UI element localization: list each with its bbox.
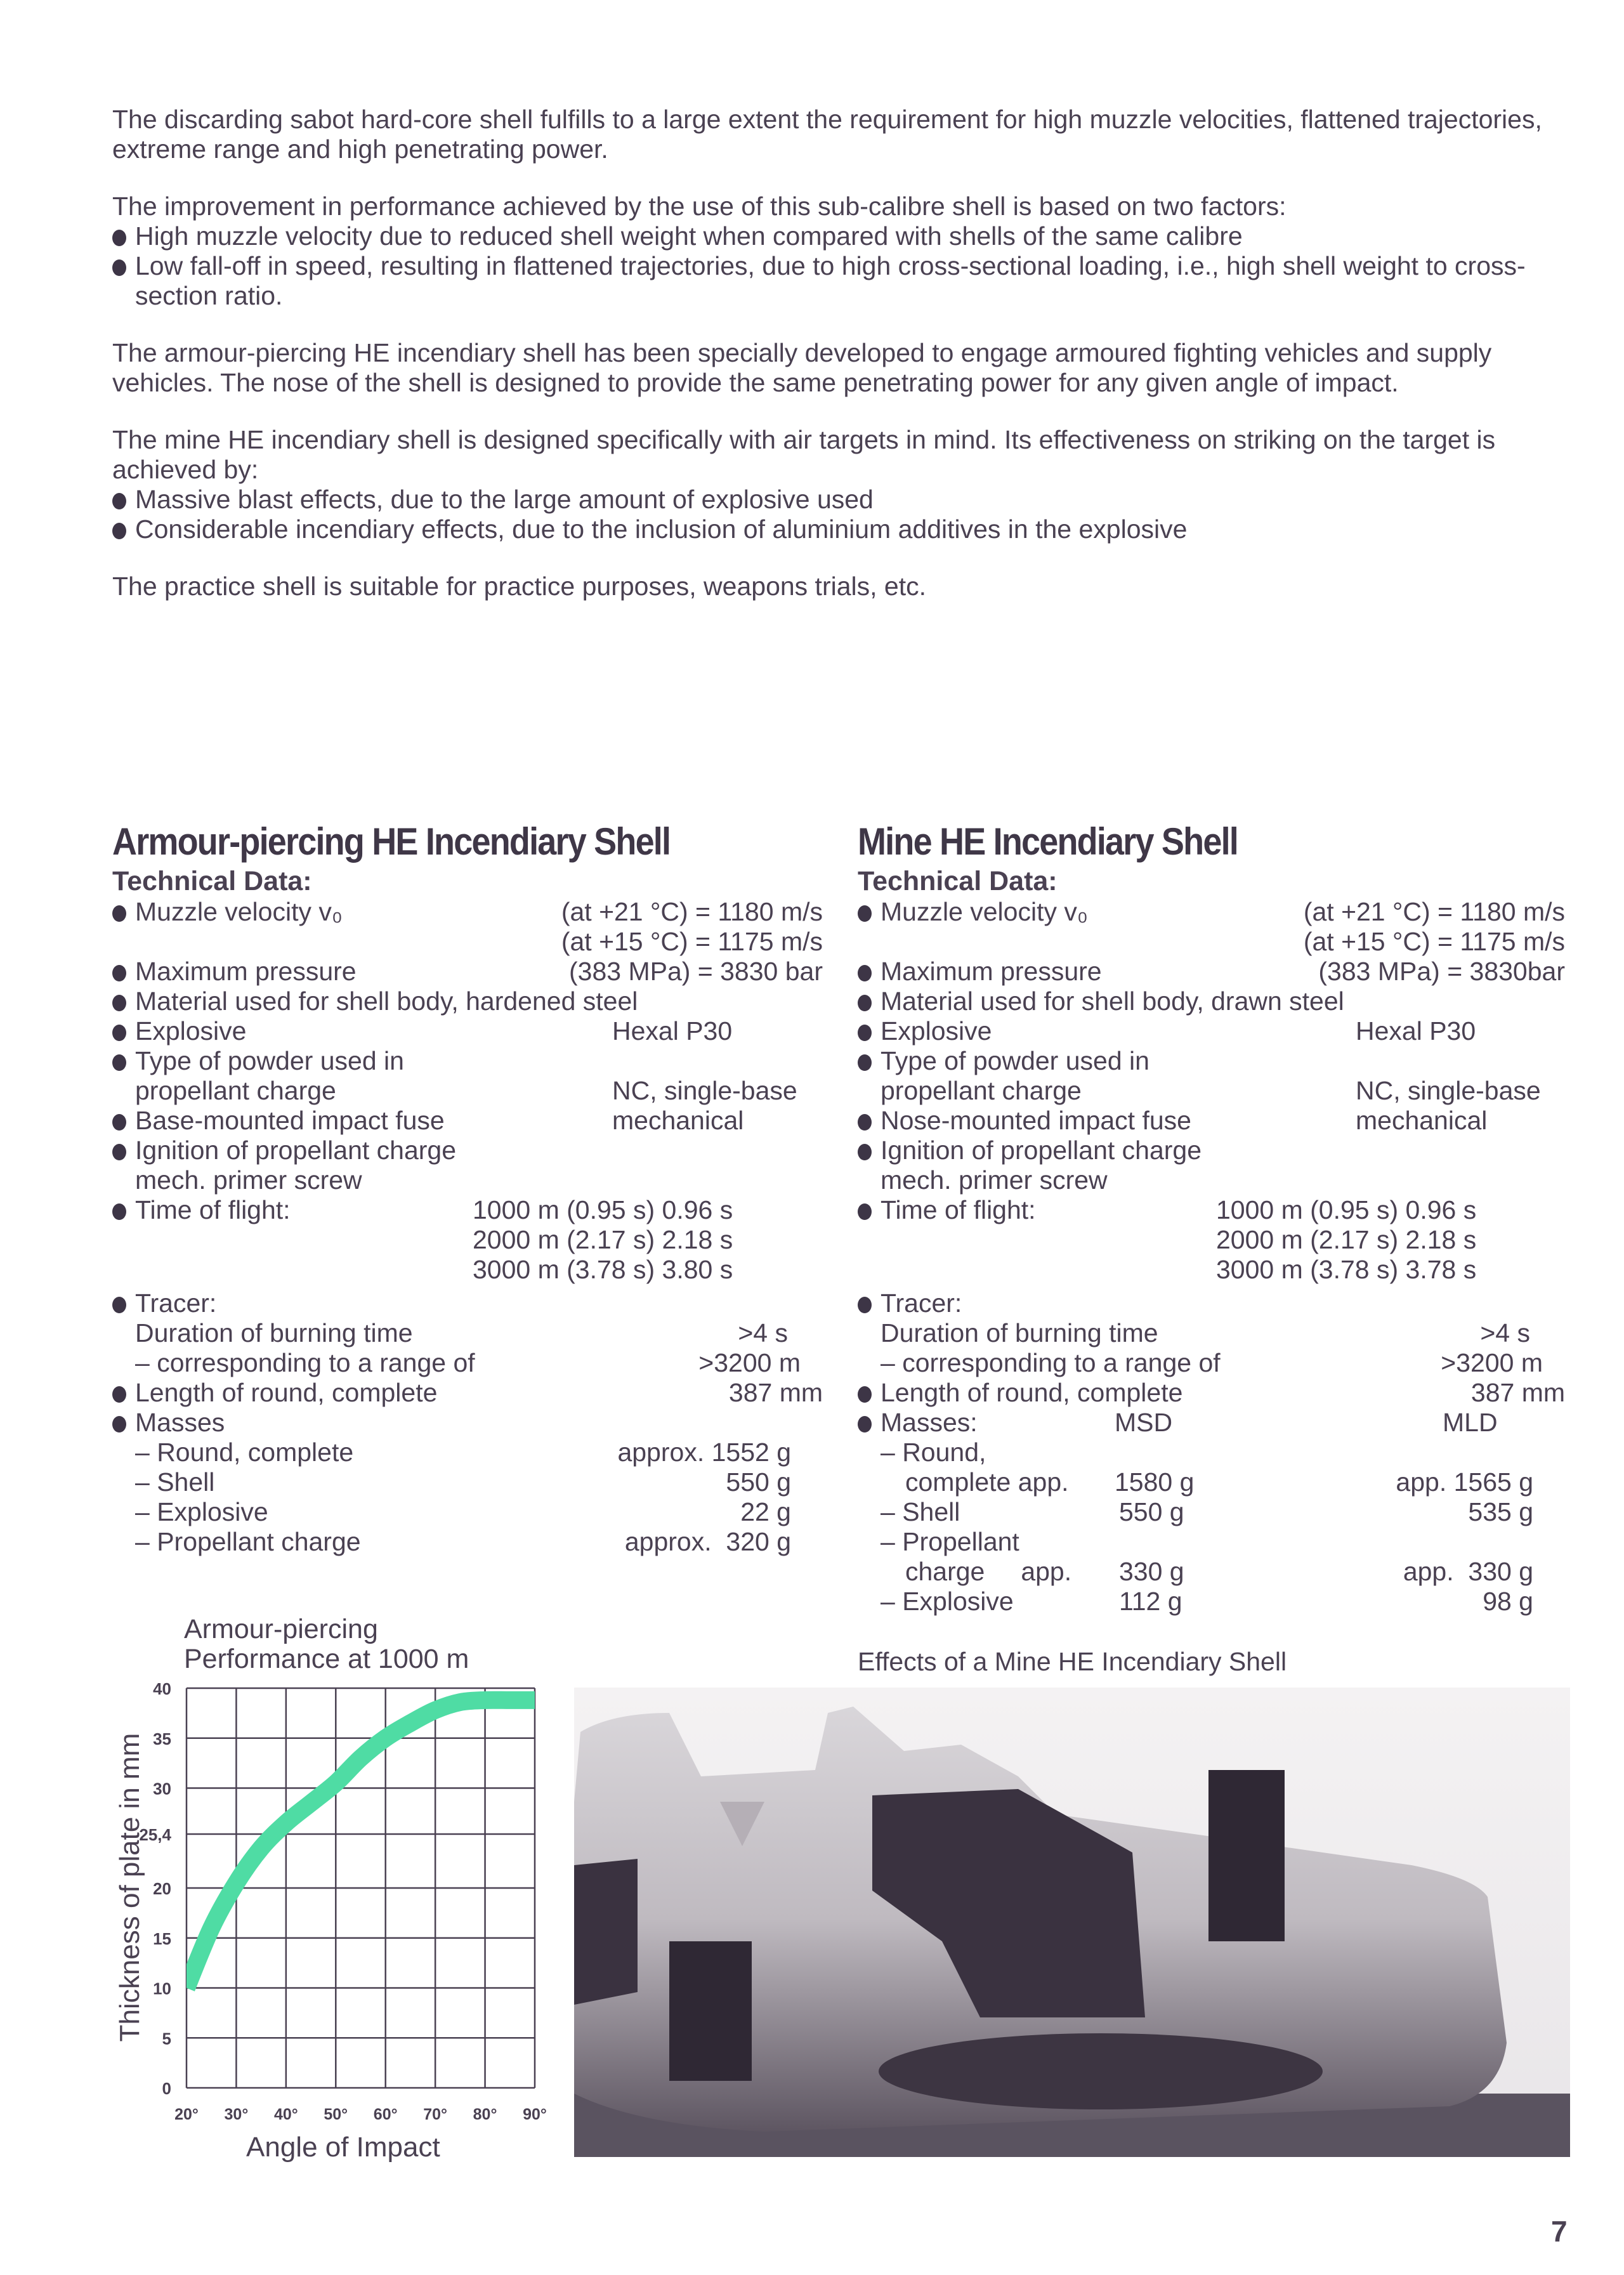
bullet-icon — [858, 905, 872, 922]
intro-paragraph-2 — [112, 192, 1571, 311]
bullet-icon — [858, 1203, 872, 1220]
ap-shell-title: Armour-piercing HE Incendiary Shell — [112, 820, 671, 863]
bullet-icon — [858, 995, 872, 1011]
chart-title — [184, 1615, 469, 1674]
spec-row: Maximum pressure (383 MPa) = 3830 bar — [112, 957, 823, 987]
bullet-icon — [858, 1386, 872, 1403]
penetration-curve — [187, 1700, 535, 1988]
spec-row: Masses: MSD MLD — [858, 1408, 1565, 1438]
bullet-item: High muzzle velocity due to reduced shell weight when compared with shells of the same calibre — [112, 221, 1571, 251]
y-tick-labels — [139, 1679, 171, 2098]
ap-tech-data-heading: Technical Data: — [112, 866, 312, 896]
damaged-aircraft-photo — [574, 1688, 1570, 2157]
spec-row: Type of powder used in — [858, 1046, 1565, 1076]
spec-row: Material used for shell body, hardened steel — [112, 987, 823, 1016]
intro-paragraph-4 — [112, 425, 1571, 544]
y-tick-label: 20 — [153, 1879, 171, 1898]
spec-row: – corresponding to a range of >3200 m — [881, 1348, 1543, 1377]
mld-column-header: MLD — [1443, 1408, 1498, 1437]
photo-caption: Effects of a Mine HE Incendiary Shell — [858, 1647, 1287, 1676]
penetration-chart — [95, 1675, 552, 2132]
x-tick-label: 20° — [174, 2106, 199, 2123]
bullet-icon — [112, 523, 126, 539]
x-tick-label: 50° — [324, 2106, 348, 2123]
y-tick-label: 15 — [153, 1929, 171, 1948]
spec-row: 3000 m (3.78 s) 3.78 s — [1216, 1255, 1477, 1284]
bullet-icon — [858, 1297, 872, 1313]
x-axis-title: Angle of Impact — [246, 2132, 440, 2163]
mass-row: – Round, complete approx. 1552 g — [135, 1438, 791, 1467]
msd-column-header: MSD — [1115, 1408, 1173, 1437]
spec-row: Nose-mounted impact fuse mechanical — [858, 1106, 1565, 1136]
x-tick-label: 70° — [423, 2106, 448, 2123]
x-tick-labels — [174, 2106, 547, 2123]
spec-row: Duration of burning time >4 s — [135, 1318, 788, 1347]
y-tick-label: 0 — [162, 2079, 171, 2098]
x-tick-label: 60° — [373, 2106, 398, 2123]
bullet-icon — [858, 965, 872, 981]
bullet-icon — [112, 1386, 126, 1403]
spec-row: (at +15 °C) = 1175 m/s — [561, 927, 823, 956]
y-tick-label: 5 — [162, 2029, 171, 2049]
aircraft-illustration — [574, 1688, 1570, 2157]
spec-row: 3000 m (3.78 s) 3.80 s — [473, 1255, 733, 1284]
mass-row: complete app. 1580 g app. 1565 g — [905, 1467, 1533, 1497]
bullet-icon — [112, 965, 126, 981]
bullet-icon — [112, 259, 126, 276]
spec-row: Base-mounted impact fuse mechanical — [112, 1106, 823, 1136]
spec-row: Ignition of propellant charge — [112, 1136, 823, 1165]
spec-row: Explosive Hexal P30 — [112, 1016, 823, 1046]
bullet-item: Considerable incendiary effects, due to the inclusion of aluminium additives in the explosive — [112, 515, 1571, 544]
spec-row: Ignition of propellant charge — [858, 1136, 1565, 1165]
spec-row: Time of flight: 1000 m (0.95 s) 0.96 s — [858, 1195, 1565, 1225]
spec-row: Explosive Hexal P30 — [858, 1016, 1565, 1046]
bullet-icon — [112, 493, 126, 509]
bullet-icon — [112, 1203, 126, 1220]
spec-row: Length of round, complete 387 mm — [858, 1378, 1565, 1408]
spec-row: Type of powder used in — [112, 1046, 823, 1076]
y-tick-label: 35 — [153, 1729, 171, 1748]
intro-paragraph-5: The practice shell is suitable for practice purposes, weapons trials, etc. — [112, 572, 926, 601]
bullet-icon — [112, 995, 126, 1011]
chart-title-line-1: Armour-piercing — [184, 1614, 378, 1644]
bullet-icon — [112, 1114, 126, 1131]
mass-row: – Round, — [881, 1438, 986, 1467]
intro-paragraph-4-text: The mine HE incendiary shell is designed specifically with air targets in mind. Its effectiveness on striking on the target is achieved by: — [112, 425, 1496, 484]
y-axis-title: Thickness of plate in mm — [114, 1733, 145, 2042]
intro-paragraph-3: The armour-piercing HE incendiary shell has been specially developed to engage armoured fighting vehicles and supply vehicles. The nose of the shell is designed to provide the same penetrating power for any given angle of impact. — [112, 338, 1492, 397]
spec-row: Muzzle velocity v₀ (at +21 °C) = 1180 m/s — [858, 897, 1565, 927]
x-tick-label: 80° — [473, 2106, 497, 2123]
spec-row: propellant charge NC, single-base — [881, 1076, 1541, 1105]
y-tick-label: 10 — [153, 1979, 171, 1998]
bullet-icon — [858, 1114, 872, 1131]
mass-row: charge app. 330 g app. 330 g — [905, 1557, 1533, 1586]
x-tick-label: 90° — [523, 2106, 547, 2123]
spec-row: mech. primer screw — [881, 1165, 1108, 1195]
bullet-icon — [858, 1025, 872, 1041]
bullet-icon — [112, 1054, 126, 1071]
y-tick-label: 25,4 — [139, 1825, 171, 1844]
bullet-icon — [112, 1297, 126, 1313]
bullet-item: Low fall-off in speed, resulting in flattened trajectories, due to high cross-sectional loading, i.e., high shell weight to cross-section ratio. — [112, 251, 1571, 311]
spec-row: Tracer: — [112, 1288, 823, 1318]
spec-row: 2000 m (2.17 s) 2.18 s — [473, 1225, 733, 1254]
spec-row: propellant charge NC, single-base — [135, 1076, 797, 1105]
intro-paragraph-1: The discarding sabot hard-core shell fulfills to a large extent the requirement for high muzzle velocities, flattened trajectories, extreme range and high penetrating power. — [112, 105, 1542, 164]
spec-row: (at +15 °C) = 1175 m/s — [1303, 927, 1565, 956]
bullet-item: Massive blast effects, due to the large amount of explosive used — [112, 485, 1571, 515]
x-tick-label: 30° — [224, 2106, 249, 2123]
bullet-icon — [858, 1054, 872, 1071]
bullet-icon — [112, 1416, 126, 1433]
y-tick-label: 40 — [153, 1679, 171, 1698]
mass-row: – Propellant — [881, 1527, 1019, 1556]
mass-row: – Explosive 22 g — [135, 1497, 791, 1526]
bullet-icon — [858, 1416, 872, 1433]
bullet-icon — [112, 1025, 126, 1041]
spec-row: Length of round, complete 387 mm — [112, 1378, 823, 1408]
ap-shell-section — [112, 818, 823, 1557]
spec-row: Maximum pressure (383 MPa) = 3830bar — [858, 957, 1565, 987]
mass-row: – Shell 550 g 535 g — [881, 1497, 1533, 1526]
mine-shell-title: Mine HE Incendiary Shell — [858, 820, 1238, 863]
bullet-icon — [112, 230, 126, 246]
y-tick-label: 30 — [153, 1779, 171, 1799]
spec-row: 2000 m (2.17 s) 2.18 s — [1216, 1225, 1477, 1254]
intro-text — [112, 105, 1571, 629]
intro-paragraph-2-text: The improvement in performance achieved by the use of this sub-calibre shell is based on two factors: — [112, 192, 1287, 221]
chart-title-line-2: Performance at 1000 m — [184, 1644, 469, 1674]
spec-row: mech. primer screw — [135, 1165, 362, 1195]
spec-row: Masses — [112, 1408, 823, 1438]
spec-row: Muzzle velocity v₀ (at +21 °C) = 1180 m/s — [112, 897, 823, 927]
spec-row: Tracer: — [858, 1288, 1565, 1318]
mass-row: – Shell 550 g — [135, 1467, 791, 1497]
spec-row: Material used for shell body, drawn steel — [858, 987, 1565, 1016]
bullet-icon — [112, 905, 126, 922]
spec-row: Duration of burning time >4 s — [881, 1318, 1530, 1347]
x-tick-label: 40° — [273, 2106, 298, 2123]
mine-tech-data-heading: Technical Data: — [858, 866, 1058, 896]
spec-row: – corresponding to a range of >3200 m — [135, 1348, 801, 1377]
bullet-icon — [112, 1144, 126, 1160]
page-number: 7 — [1551, 2215, 1568, 2248]
mine-shell-section — [858, 818, 1565, 1616]
bullet-icon — [858, 1144, 872, 1160]
mass-row: – Propellant charge approx. 320 g — [135, 1527, 791, 1556]
mass-row: – Explosive 112 g 98 g — [881, 1587, 1533, 1616]
spec-row: Time of flight: 1000 m (0.95 s) 0.96 s — [112, 1195, 823, 1225]
